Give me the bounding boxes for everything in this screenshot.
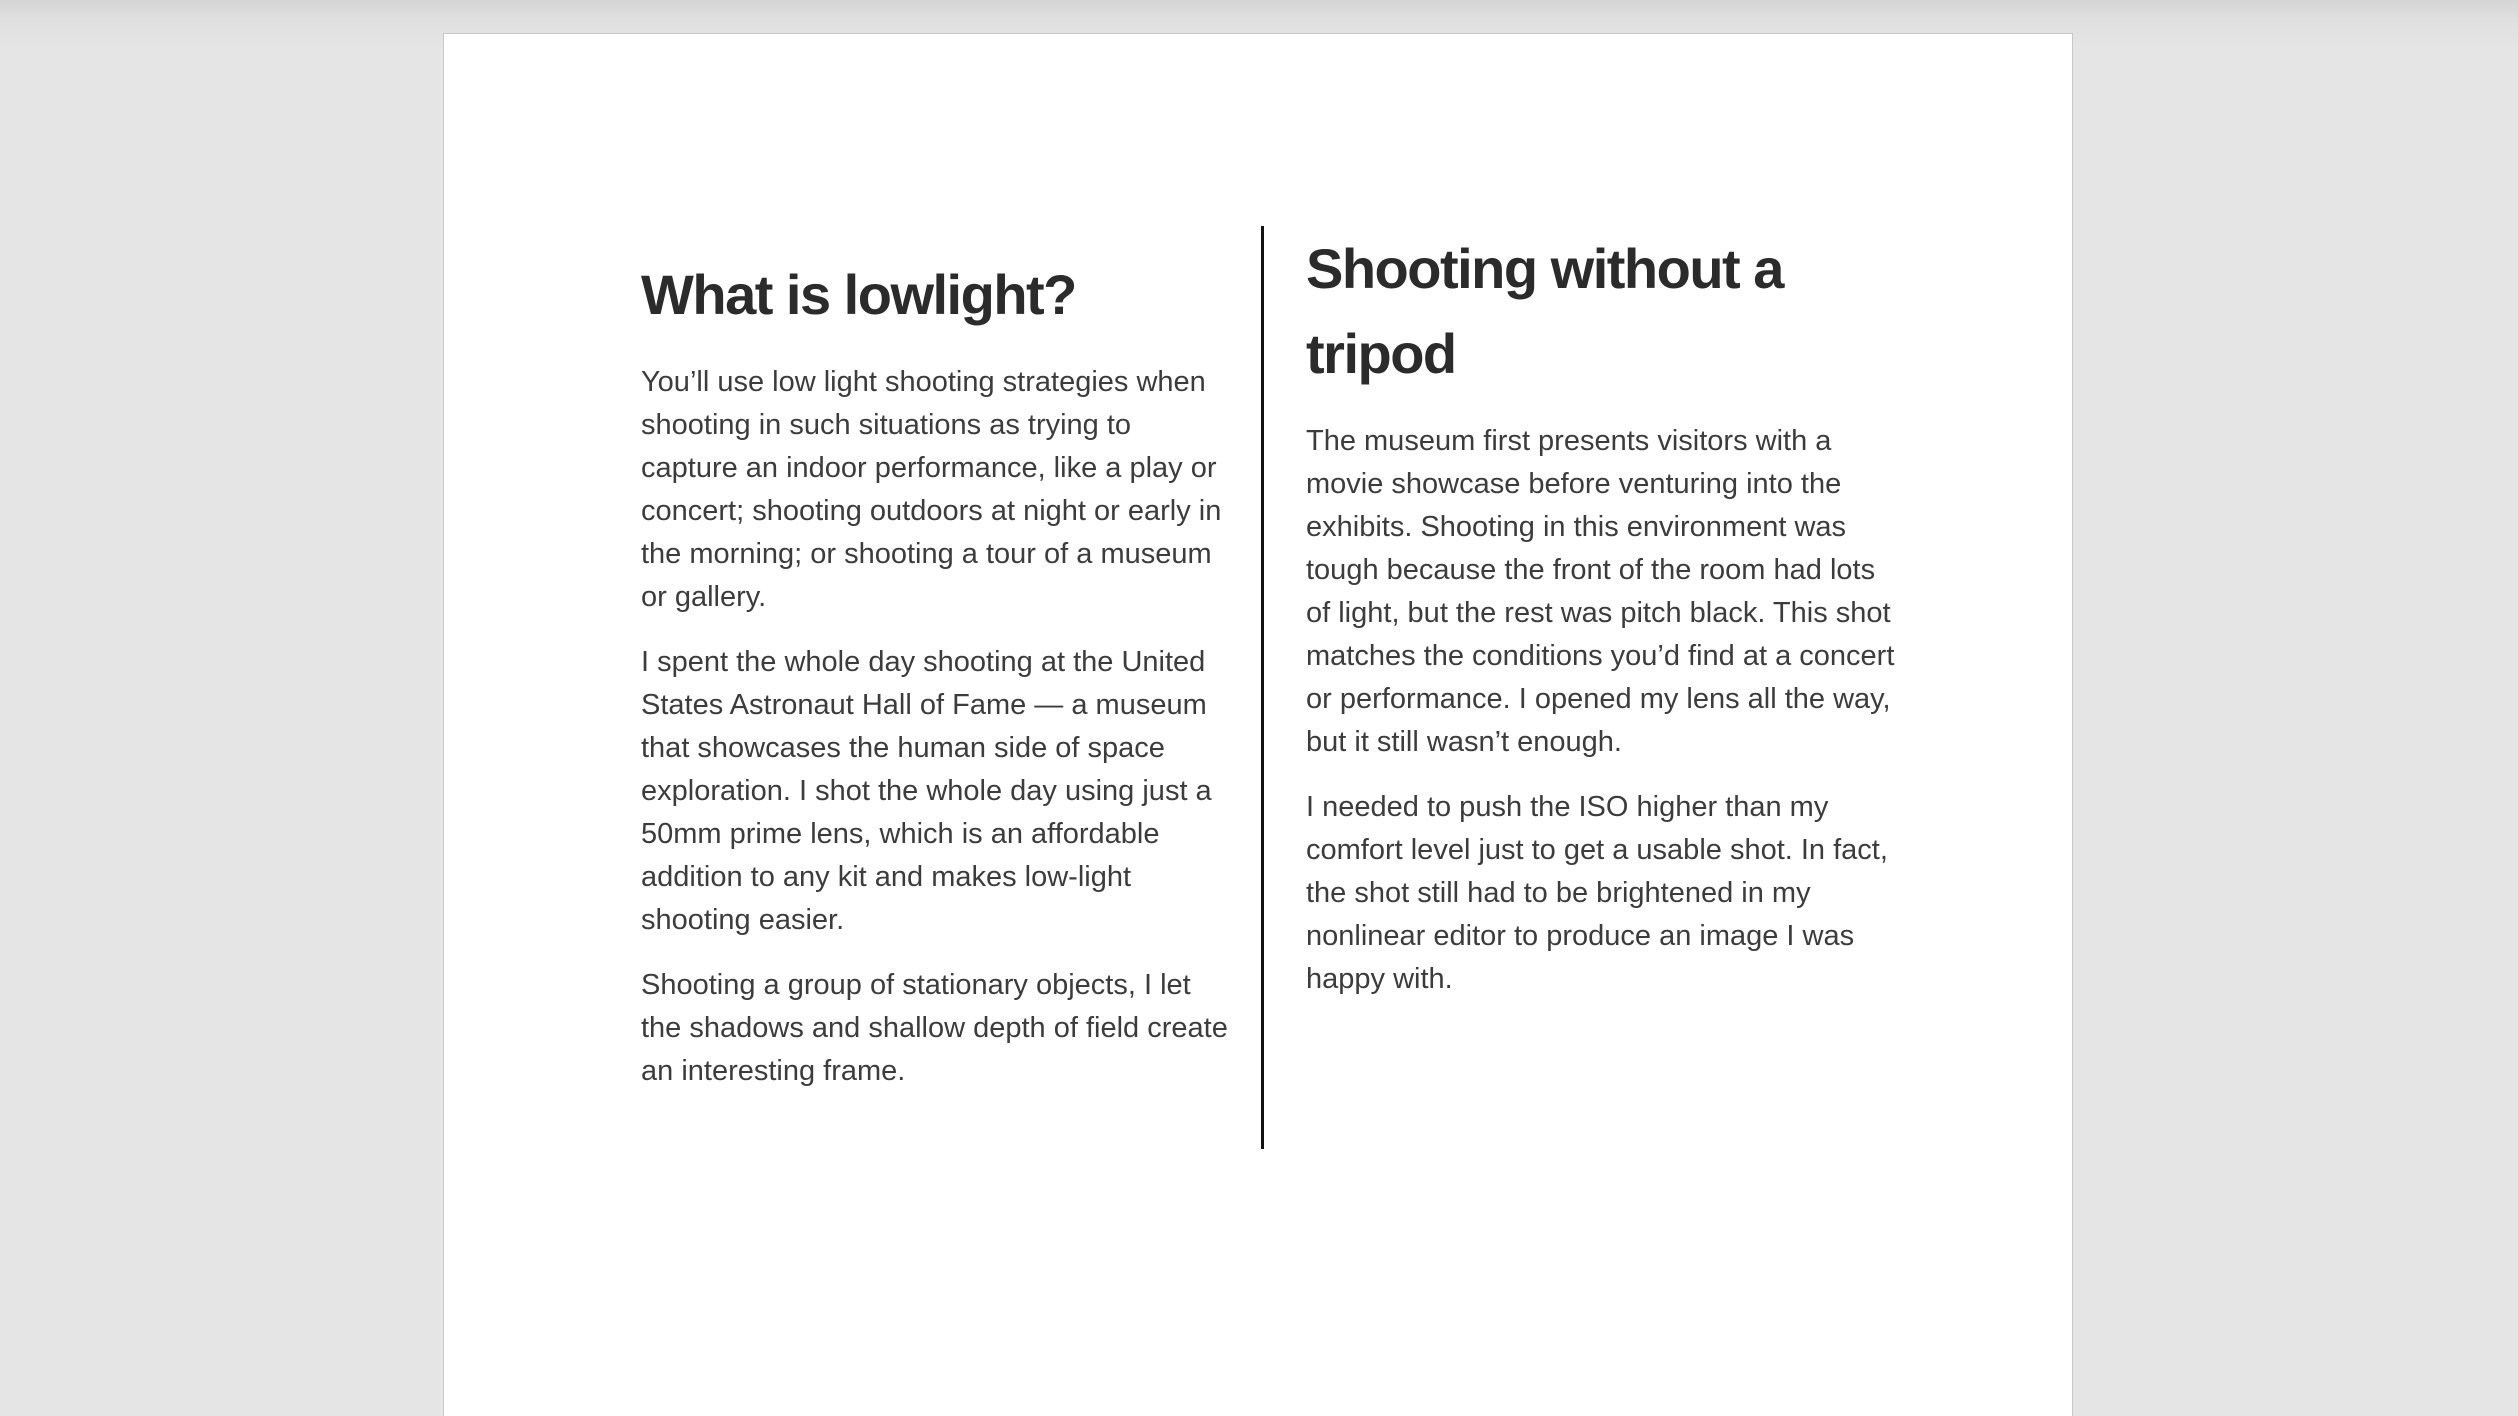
- left-paragraph-2: I spent the whole day shooting at the United States Astronaut Hall of Fame — a museum that showcases the human side of space exploration. I shot the whole day using just a 50mm prime lens, which is an affordable addition to any kit and makes low-light shooting easier.: [641, 646, 1212, 936]
- right-section-heading: Shooting without a tripod: [1306, 237, 1783, 385]
- left-section-heading: What is lowlight?: [641, 263, 1076, 326]
- left-paragraph-3: Shooting a group of stationary objects, I let the shadows and shallow depth of field create an interesting frame.: [641, 969, 1228, 1087]
- section-shooting-without-a-tripod: [1306, 226, 1898, 1093]
- document-page: [443, 33, 2073, 1416]
- left-paragraph-1: You’ll use low light shooting strategies when shooting in such situations as trying to capture an indoor performance, like a play or concert; shooting outdoors at night or early in the morning; or shooting a tour of a museum or gallery.: [641, 366, 1222, 613]
- right-paragraph-1: The museum first presents visitors with a movie showcase before venturing into the exhibits. Shooting in this environment was tough because the front of the room had lots of light, but the rest was pitch black. This shot matches the conditions you’d find at a concert or performance. I opened my lens all the way, but it still wasn’t enough.: [1306, 425, 1895, 758]
- right-paragraph-2: I needed to push the ISO higher than my comfort level just to get a usable shot. In fact, the shot still had to be brightened in my nonlinear editor to produce an image I was happy with.: [1306, 791, 1888, 995]
- section-what-is-lowlight: [641, 226, 1233, 1093]
- content-columns: [641, 226, 1898, 1093]
